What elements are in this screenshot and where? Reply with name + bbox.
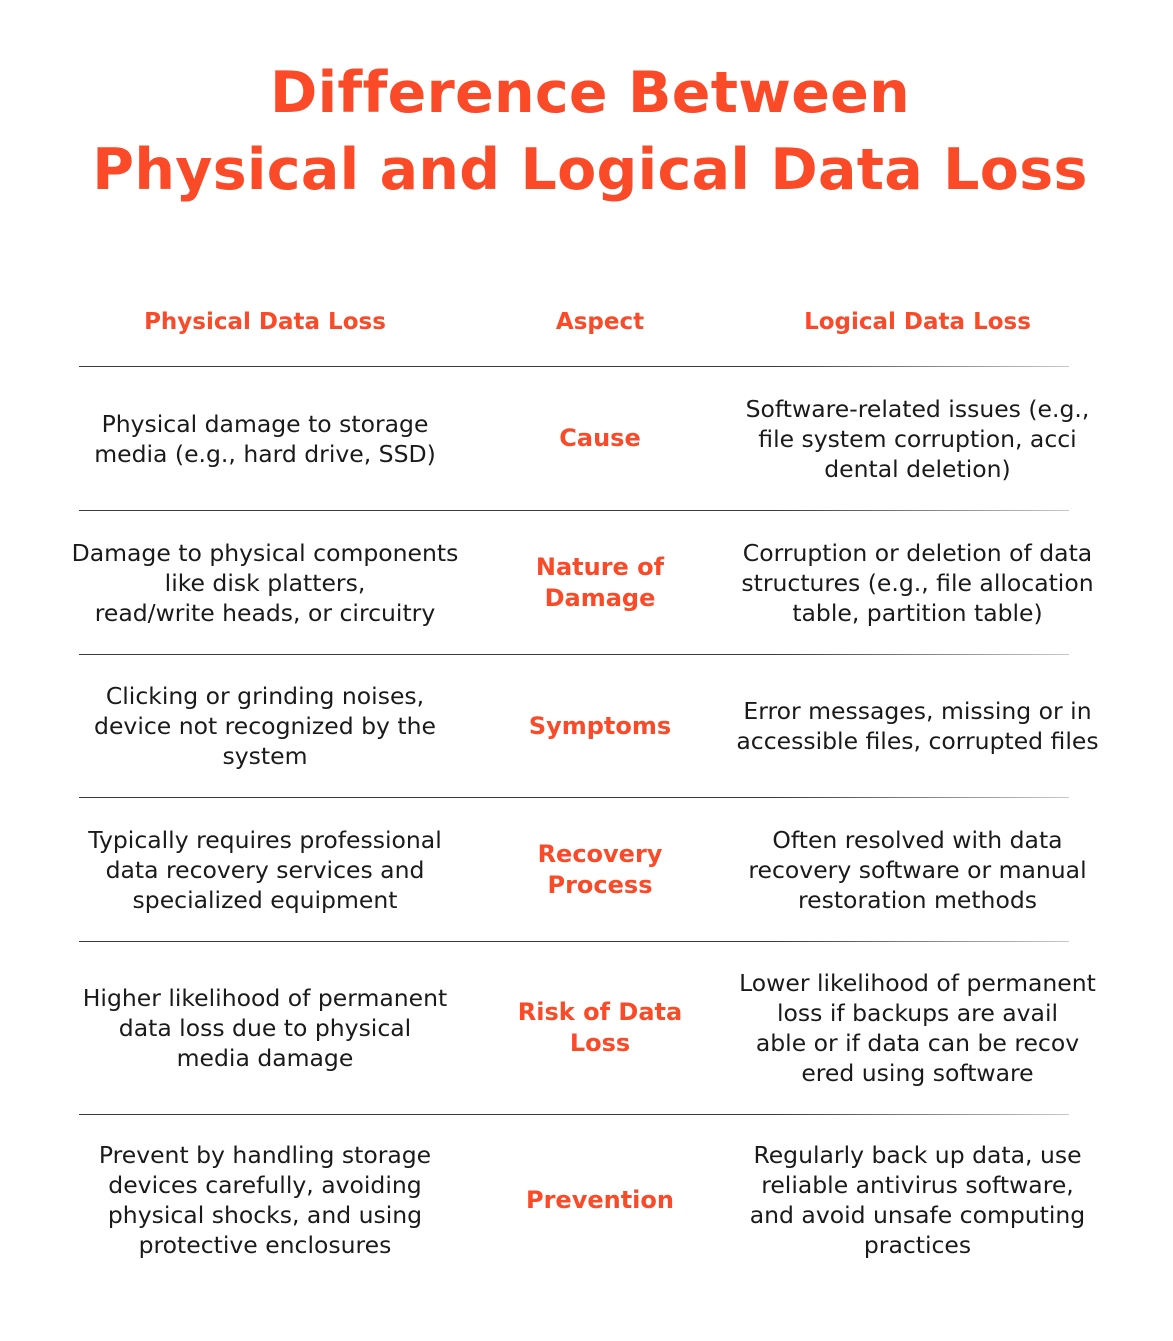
- column-header-physical: Physical Data Loss: [144, 309, 386, 335]
- aspect-label: Risk of Data Loss: [517, 998, 683, 1057]
- table-row-symptoms: [0, 655, 1173, 797]
- aspect-label: Cause: [559, 424, 641, 452]
- physical-cell: [55, 655, 475, 797]
- logical-cell: [725, 942, 1110, 1114]
- physical-text: Damage to physical components like disk platters, read/write heads, or circuitry: [71, 538, 459, 627]
- aspect-label: Prevention: [526, 1185, 674, 1214]
- table-row-risk-of-data-loss: [0, 942, 1173, 1114]
- aspect-cell: [480, 942, 720, 1114]
- physical-cell: [55, 367, 475, 510]
- aspect-cell: [480, 367, 720, 510]
- logical-cell: [725, 798, 1110, 941]
- physical-text: Physical damage to storage media (e.g., hard drive, SSD): [94, 409, 436, 468]
- physical-text: Clicking or grinding noises, device not recognized by the system: [94, 682, 436, 770]
- physical-text: Prevent by handling storage devices carefully, avoiding physical shocks, and using protective enclosures: [98, 1141, 432, 1259]
- table-header-row: [0, 300, 1173, 344]
- physical-text: Higher likelihood of permanent data loss due to physical media damage: [82, 984, 448, 1072]
- aspect-cell: [480, 511, 720, 654]
- aspect-cell: [480, 655, 720, 797]
- logical-text: Error messages, missing or in accessible files, corrupted files: [736, 697, 1099, 755]
- table-row-nature-of-damage: [0, 511, 1173, 654]
- logical-cell: [725, 1115, 1110, 1285]
- table-row-prevention: [0, 1115, 1173, 1285]
- page-title-line-1: Difference Between: [269, 60, 911, 126]
- table-row-cause: [0, 367, 1173, 510]
- logical-text: Often resolved with data recovery software or manual restoration methods: [748, 825, 1087, 914]
- logical-text: Software-related issues (e.g., file system corruption, acci dental deletion): [745, 394, 1090, 483]
- aspect-cell: [480, 798, 720, 941]
- physical-cell: [55, 798, 475, 941]
- aspect-label: Recovery Process: [537, 839, 663, 899]
- logical-text: Lower likelihood of permanent loss if backups are avail able or if data can be recov ered using software: [739, 969, 1096, 1087]
- physical-text: Typically requires professional data recovery services and specialized equipment: [88, 825, 442, 914]
- aspect-label: Nature of Damage: [535, 552, 665, 612]
- logical-cell: [725, 655, 1110, 797]
- physical-cell: [55, 511, 475, 654]
- column-header-aspect: Aspect: [555, 309, 645, 335]
- aspect-cell: [480, 1115, 720, 1285]
- physical-cell: [55, 942, 475, 1114]
- physical-cell: [55, 1115, 475, 1285]
- column-header-logical: Logical Data Loss: [804, 309, 1031, 335]
- logical-text: Regularly back up data, use reliable antivirus software, and avoid unsafe computing practices: [749, 1141, 1086, 1259]
- table-row-recovery-process: [0, 798, 1173, 941]
- logical-text: Corruption or deletion of data structures (e.g., file allocation table, partition table): [741, 538, 1094, 627]
- logical-cell: [725, 511, 1110, 654]
- page-title-line-2: Physical and Logical Data Loss: [92, 137, 1088, 203]
- aspect-label: Symptoms: [528, 711, 672, 740]
- logical-cell: [725, 367, 1110, 510]
